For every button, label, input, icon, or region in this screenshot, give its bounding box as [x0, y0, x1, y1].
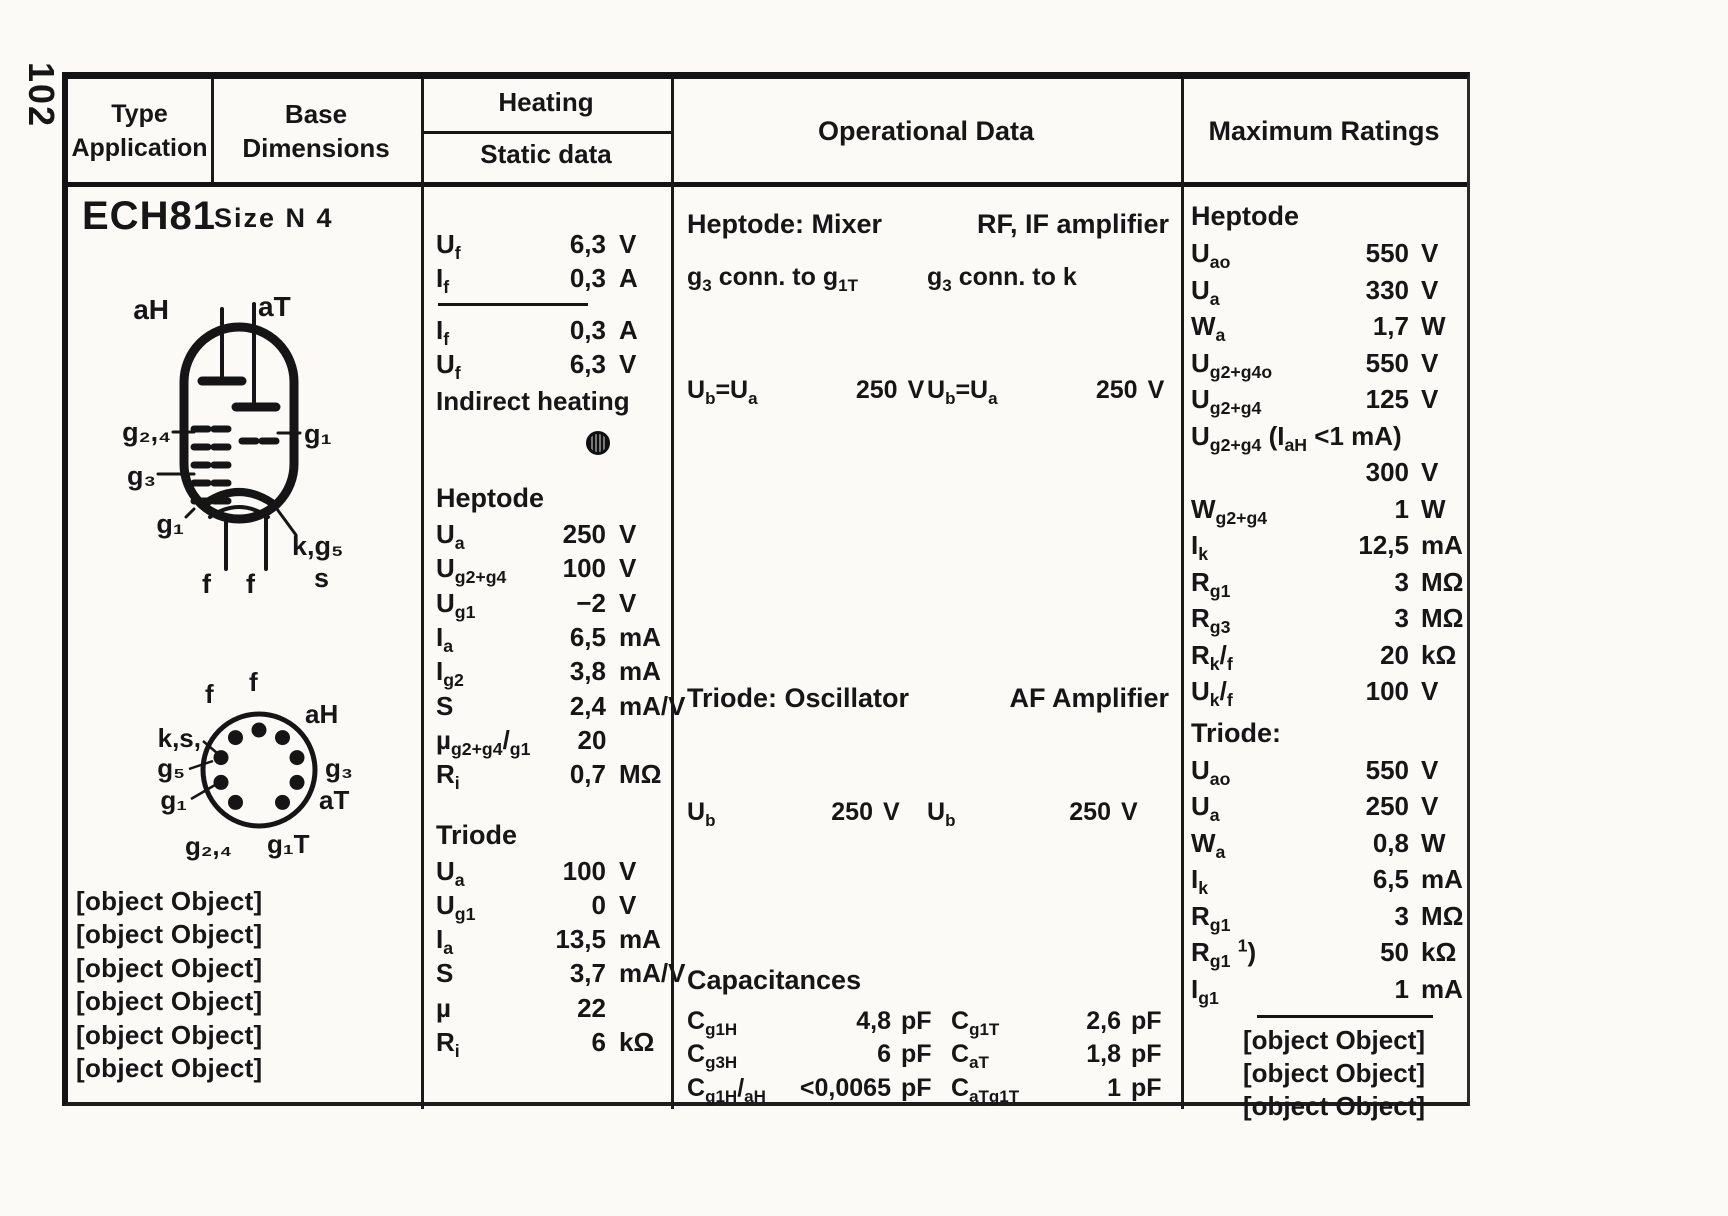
pin-label-g1T: g₁T	[267, 829, 310, 859]
param-label: $C_{g1T}$	[951, 1007, 1000, 1039]
table-row	[1191, 673, 1473, 710]
param-label: $R_{g1}$	[1191, 566, 1231, 601]
param-value: 6	[877, 1040, 891, 1069]
param-unit: pF	[1131, 1007, 1162, 1035]
param-unit: V	[619, 855, 637, 886]
param-unit: pF	[901, 1073, 932, 1102]
param-value: 250	[1365, 791, 1409, 821]
param-label: $W_{g2+g4}$	[1191, 493, 1268, 528]
param-label: $I_f$	[436, 314, 450, 349]
capacitance-right	[951, 1005, 1169, 1105]
table-row	[1191, 454, 1473, 491]
param-value	[758, 295, 820, 398]
param-label: $U_k/_f$	[1191, 676, 1233, 711]
application-line: [object Object]	[76, 952, 263, 983]
param-unit: kΩ	[1421, 639, 1457, 670]
header-line: Dimensions	[242, 132, 390, 163]
param-unit: V	[1421, 347, 1439, 378]
param-unit: mA	[619, 924, 661, 955]
electrode-label-s: s	[314, 563, 330, 593]
param-value: 6	[591, 1027, 606, 1058]
param-unit: V	[1147, 376, 1165, 404]
param-unit: V	[1421, 384, 1439, 414]
table-row	[436, 654, 668, 691]
param-value: −2	[576, 587, 606, 618]
table-row	[436, 922, 668, 959]
base-size: Size N 4	[214, 203, 334, 233]
param-value: 550	[1365, 238, 1409, 268]
param-value: 250	[855, 376, 898, 404]
param-value: 250	[831, 798, 873, 826]
section-title-mixer: Heptode: Mixer	[687, 209, 883, 239]
table-row	[1191, 491, 1473, 528]
param-label: $U_b=U_a$	[687, 376, 758, 408]
param-value: 6,3	[569, 229, 606, 259]
param-value: 3,8	[569, 656, 606, 687]
tube-schematic	[96, 269, 406, 607]
pin-label-g1: g₁	[160, 785, 187, 815]
param-unit: mA	[1421, 864, 1463, 894]
pin-label-g5: g₅	[157, 753, 185, 783]
electrode-label-aH: aH	[133, 294, 169, 325]
param-label: $W_a$	[1191, 311, 1226, 346]
param-unit: kΩ	[619, 1027, 655, 1058]
header-line: Type	[111, 99, 168, 128]
header-line: Operational Data	[817, 115, 1035, 146]
param-unit: pF	[901, 1007, 932, 1035]
table-row	[1191, 752, 1473, 789]
electrode-label-g1: g₁	[156, 509, 184, 539]
param-label: $U_f$	[436, 348, 461, 384]
param-value: 2,4	[569, 690, 606, 721]
table-row	[436, 313, 668, 347]
param-label: $I_a$	[436, 924, 454, 959]
param-value: 6,5	[1372, 864, 1409, 894]
param-label: $U_a$	[436, 519, 465, 554]
param-value	[733, 717, 795, 820]
param-unit: mA	[1421, 973, 1463, 1004]
application-line: [object Object]	[76, 886, 263, 916]
footnote	[1191, 1024, 1473, 1123]
electrode-label-kg5: k,g₅	[292, 531, 344, 561]
header-line: Base	[284, 98, 348, 129]
param-label: $I_k$	[1191, 530, 1209, 565]
param-unit: V	[619, 348, 637, 379]
section-title-triode: Triode:	[1191, 717, 1282, 748]
section-title-heptode: Heptode	[1191, 201, 1299, 231]
param-value: 1,8	[1086, 1040, 1121, 1069]
param-label: $U_a$	[436, 855, 465, 890]
param-label: $\mu_{g2+g4}/_{g1}$	[436, 724, 531, 760]
section-title-rf-if: RF, IF amplifier	[976, 209, 1169, 239]
table-row	[436, 347, 668, 384]
param-value: 250	[562, 519, 606, 550]
application-line: [object Object]	[76, 986, 263, 1017]
param-value: 50	[1380, 937, 1409, 967]
param-value: 4,8	[856, 1007, 891, 1035]
param-label: $U_{g2+g4}$ ($I_{aH} <1$ mA)	[1191, 420, 1402, 455]
param-label: $U_{g2+g4}$	[436, 553, 507, 588]
application-line: [object Object]	[76, 919, 263, 950]
table-row	[1191, 381, 1473, 418]
electrode-label-g1-triode: g₁	[304, 419, 332, 449]
param-label: $U_b=U_a$	[927, 376, 998, 408]
op-triode-af	[927, 679, 1169, 1216]
application-line: [object Object]	[76, 1053, 263, 1084]
param-label: $W_a$	[1191, 827, 1226, 862]
footnote-line: [object Object]	[1243, 1091, 1426, 1121]
param-value: 20	[1380, 639, 1409, 670]
emblem-row	[436, 421, 668, 465]
param-unit: pF	[901, 1040, 932, 1069]
table-row	[1191, 235, 1473, 272]
table-row	[436, 723, 668, 760]
param-unit: MΩ	[1421, 900, 1464, 931]
param-unit: V	[1421, 274, 1439, 305]
param-label: $R_{g1}$ $^1$)	[1191, 935, 1257, 972]
param-value: 300	[1365, 457, 1409, 487]
param-value: 3	[1394, 603, 1409, 633]
param-label: $C_{g1H}/_{aH}$	[687, 1073, 766, 1106]
param-label: $R_{g3}$	[1191, 603, 1231, 638]
table-row	[1191, 272, 1473, 309]
param-unit: mA	[619, 622, 661, 653]
param-value: 0,3	[569, 263, 606, 294]
table-row	[436, 227, 668, 264]
param-unit: V	[1121, 798, 1138, 826]
section-title-heptode: Heptode	[436, 483, 544, 514]
table-row	[436, 956, 686, 990]
table-row	[1191, 345, 1473, 382]
param-unit: mA	[619, 656, 661, 687]
param-label: $I_f$	[436, 263, 450, 298]
param-value: 13,5	[555, 924, 606, 955]
electrode-label-g3: g₃	[127, 461, 156, 491]
param-unit: W	[1421, 311, 1446, 341]
param-value: 6,5	[569, 622, 606, 653]
param-value: 100	[1365, 676, 1409, 706]
param-unit: V	[1421, 791, 1439, 821]
param-label: $U_a$	[1191, 791, 1220, 826]
electrode-label-g24: g₂,₄	[122, 417, 171, 447]
param-label: $R_i$	[436, 1027, 460, 1062]
param-value: 330	[1365, 274, 1409, 305]
param-value: 3	[1394, 566, 1409, 597]
param-value: 100	[562, 855, 606, 886]
param-unit: MΩ	[1421, 603, 1464, 633]
param-label: $U_f$	[436, 229, 461, 264]
param-value	[998, 295, 1060, 398]
table-row	[1191, 600, 1473, 637]
table-row	[687, 1072, 939, 1105]
param-label: $I_a$	[436, 622, 454, 657]
param-value: 0,3	[569, 314, 606, 345]
section-title-triode: Triode	[436, 819, 518, 850]
column-header-heating	[421, 79, 671, 182]
param-unit: W	[1421, 827, 1446, 858]
divider	[438, 303, 588, 306]
param-label: $U_{g2+g4o}$	[1191, 347, 1273, 382]
indirect-heating-note: Indirect heating	[436, 386, 630, 417]
table-row	[436, 689, 686, 723]
param-unit: V	[619, 229, 637, 259]
table-row	[1191, 637, 1473, 674]
electrode-label-f: f	[202, 569, 211, 599]
param-value: 0,8	[1372, 827, 1409, 858]
param-label: $U_{ao}$	[1191, 238, 1231, 273]
param-unit: MΩ	[619, 759, 662, 790]
param-unit: A	[619, 314, 638, 345]
table-row	[436, 551, 668, 588]
param-unit: mA	[1421, 530, 1463, 560]
footnote-line: [object Object]	[1243, 1058, 1426, 1088]
table-row	[687, 1005, 939, 1038]
table-row	[436, 586, 668, 620]
param-value: 2,6	[1086, 1007, 1121, 1035]
param-label: S	[436, 958, 454, 989]
column-divider	[671, 79, 674, 1109]
electrode-label-aT: aT	[258, 291, 291, 322]
param-value: 1	[1107, 1073, 1121, 1102]
table-row	[1191, 527, 1473, 564]
param-value: 6,3	[569, 348, 606, 379]
connection-note: $g_3$ conn. to k	[927, 263, 1077, 295]
column-divider	[1181, 79, 1184, 1109]
capacitance-left	[687, 1005, 939, 1105]
param-unit: mA/V	[619, 690, 686, 721]
table-row	[951, 1038, 1169, 1071]
column-header-base	[211, 79, 421, 182]
param-label: $C_{g1H}$	[687, 1007, 738, 1039]
pin-label-ks: k,s,	[157, 723, 201, 753]
param-value: 250	[1069, 798, 1111, 826]
table-row	[927, 717, 1169, 1216]
header-line: Heating	[498, 87, 594, 117]
table-row	[436, 1025, 668, 1062]
param-label: µ	[436, 992, 451, 1023]
section-title-af-amplifier: AF Amplifier	[1009, 683, 1169, 713]
header-line: Application	[71, 133, 208, 162]
param-unit: pF	[1131, 1073, 1162, 1102]
base-pin-diagram	[101, 655, 421, 870]
param-label: $R_i$	[436, 759, 460, 794]
param-label: $I_k$	[1191, 864, 1209, 899]
param-unit: V	[619, 587, 637, 618]
header-line: Static data	[480, 139, 612, 169]
table-row	[436, 517, 668, 554]
param-label: $U_b$	[687, 798, 716, 830]
application-text	[76, 885, 263, 1085]
param-unit: pF	[1131, 1040, 1162, 1069]
param-value: 0	[591, 889, 606, 920]
table-row	[436, 888, 668, 925]
param-value: 1,7	[1372, 311, 1409, 341]
param-unit: V	[1421, 676, 1439, 706]
table-row	[1191, 934, 1473, 971]
param-label: $C_{g3H}$	[687, 1040, 738, 1073]
datasheet-table	[62, 72, 1470, 1121]
table-row	[951, 1005, 1169, 1038]
electrode-label-f: f	[246, 569, 255, 599]
table-row	[436, 757, 668, 794]
table-row	[687, 1038, 939, 1071]
column-header-operational	[671, 79, 1181, 182]
param-unit: MΩ	[1421, 566, 1464, 597]
table-row	[1191, 788, 1473, 825]
param-unit: V	[1421, 754, 1439, 785]
section-title-capacitances: Capacitances	[687, 965, 862, 995]
pin-label-aT: aT	[319, 785, 350, 815]
param-value: 1	[1394, 973, 1409, 1004]
connection-note: $g_3$ conn. to $g_{1T}$	[687, 263, 858, 295]
pin-label-g3: g₃	[325, 753, 353, 783]
table-row	[1191, 825, 1473, 862]
pin-label-f: f	[249, 667, 258, 697]
param-value: <0,0065	[799, 1073, 891, 1102]
param-unit: V	[883, 798, 900, 826]
param-value: 125	[1365, 384, 1409, 414]
param-label: $U_{g1}$	[436, 889, 476, 925]
footnote-rule	[1257, 1015, 1433, 1018]
table-row	[1191, 308, 1473, 345]
table-row	[436, 991, 668, 1025]
param-label: $U_a$	[1191, 274, 1220, 309]
param-value: 22	[577, 992, 606, 1023]
footnote-line: [object Object]	[1243, 1025, 1426, 1055]
table-row	[951, 1072, 1169, 1105]
param-value: 0,7	[569, 759, 606, 790]
param-value	[971, 717, 1033, 820]
table-row	[436, 854, 668, 888]
param-unit: V	[1421, 238, 1439, 268]
param-unit: V	[619, 553, 637, 584]
param-unit: V	[619, 889, 637, 920]
maximum-ratings-column	[1191, 197, 1473, 1123]
brand-emblem-icon	[586, 431, 610, 455]
param-label: S	[436, 690, 454, 721]
param-value: 3,7	[569, 958, 606, 989]
param-unit: kΩ	[1421, 937, 1457, 967]
table-row	[436, 620, 668, 657]
application-line: [object Object]	[76, 1019, 263, 1050]
param-value: 250	[1095, 376, 1138, 404]
param-label: $I_{g2}$	[436, 656, 464, 691]
param-value: 550	[1365, 347, 1409, 378]
param-label: $R_k/_f$	[1191, 639, 1233, 674]
param-unit: V	[1421, 457, 1439, 487]
pin-label-g24: g₂,₄	[185, 831, 233, 861]
column-divider	[421, 79, 424, 1109]
param-value: 20	[577, 724, 607, 755]
header-divider	[68, 182, 1467, 187]
param-value: 3	[1394, 900, 1409, 931]
param-value: 12,5	[1358, 530, 1409, 560]
param-label: $U_{g2+g4}$	[1191, 384, 1262, 419]
param-label: $R_{g1}$	[1191, 900, 1231, 935]
heating-column	[436, 227, 686, 1062]
column-header-maximum	[1181, 79, 1467, 182]
param-label: $C_{aTg1T}$	[951, 1073, 1020, 1106]
param-label: $U_b$	[927, 798, 956, 830]
column-header-type	[68, 79, 211, 182]
table-row	[1191, 898, 1473, 935]
param-label: $C_{aT}$	[951, 1040, 989, 1073]
table-row	[1191, 861, 1473, 898]
param-label: $I_{g1}$	[1191, 973, 1219, 1008]
op-triode-oscillator	[687, 679, 931, 1216]
param-value: 100	[562, 553, 606, 584]
param-value: 550	[1365, 754, 1409, 785]
table-row	[1191, 971, 1473, 1008]
param-unit: W	[1421, 493, 1446, 524]
param-unit: V	[619, 519, 637, 550]
page-number: 102	[21, 62, 62, 129]
param-value: 1	[1394, 493, 1409, 524]
param-unit: V	[907, 376, 925, 404]
param-label: $U_{ao}$	[1191, 754, 1231, 789]
section-title-oscillator: Triode: Oscillator	[687, 683, 910, 713]
pin-label-aH: aH	[305, 699, 339, 729]
tube-type: ECH81	[82, 194, 216, 238]
pin-label-f: f	[205, 679, 214, 709]
param-label: $U_{g1}$	[436, 587, 476, 622]
header-line: Maximum Ratings	[1208, 115, 1440, 146]
table-row	[436, 261, 668, 298]
param-unit: A	[619, 263, 638, 294]
table-row	[1191, 564, 1473, 601]
param-unit: mA/V	[619, 958, 686, 989]
table-row	[1191, 418, 1473, 455]
